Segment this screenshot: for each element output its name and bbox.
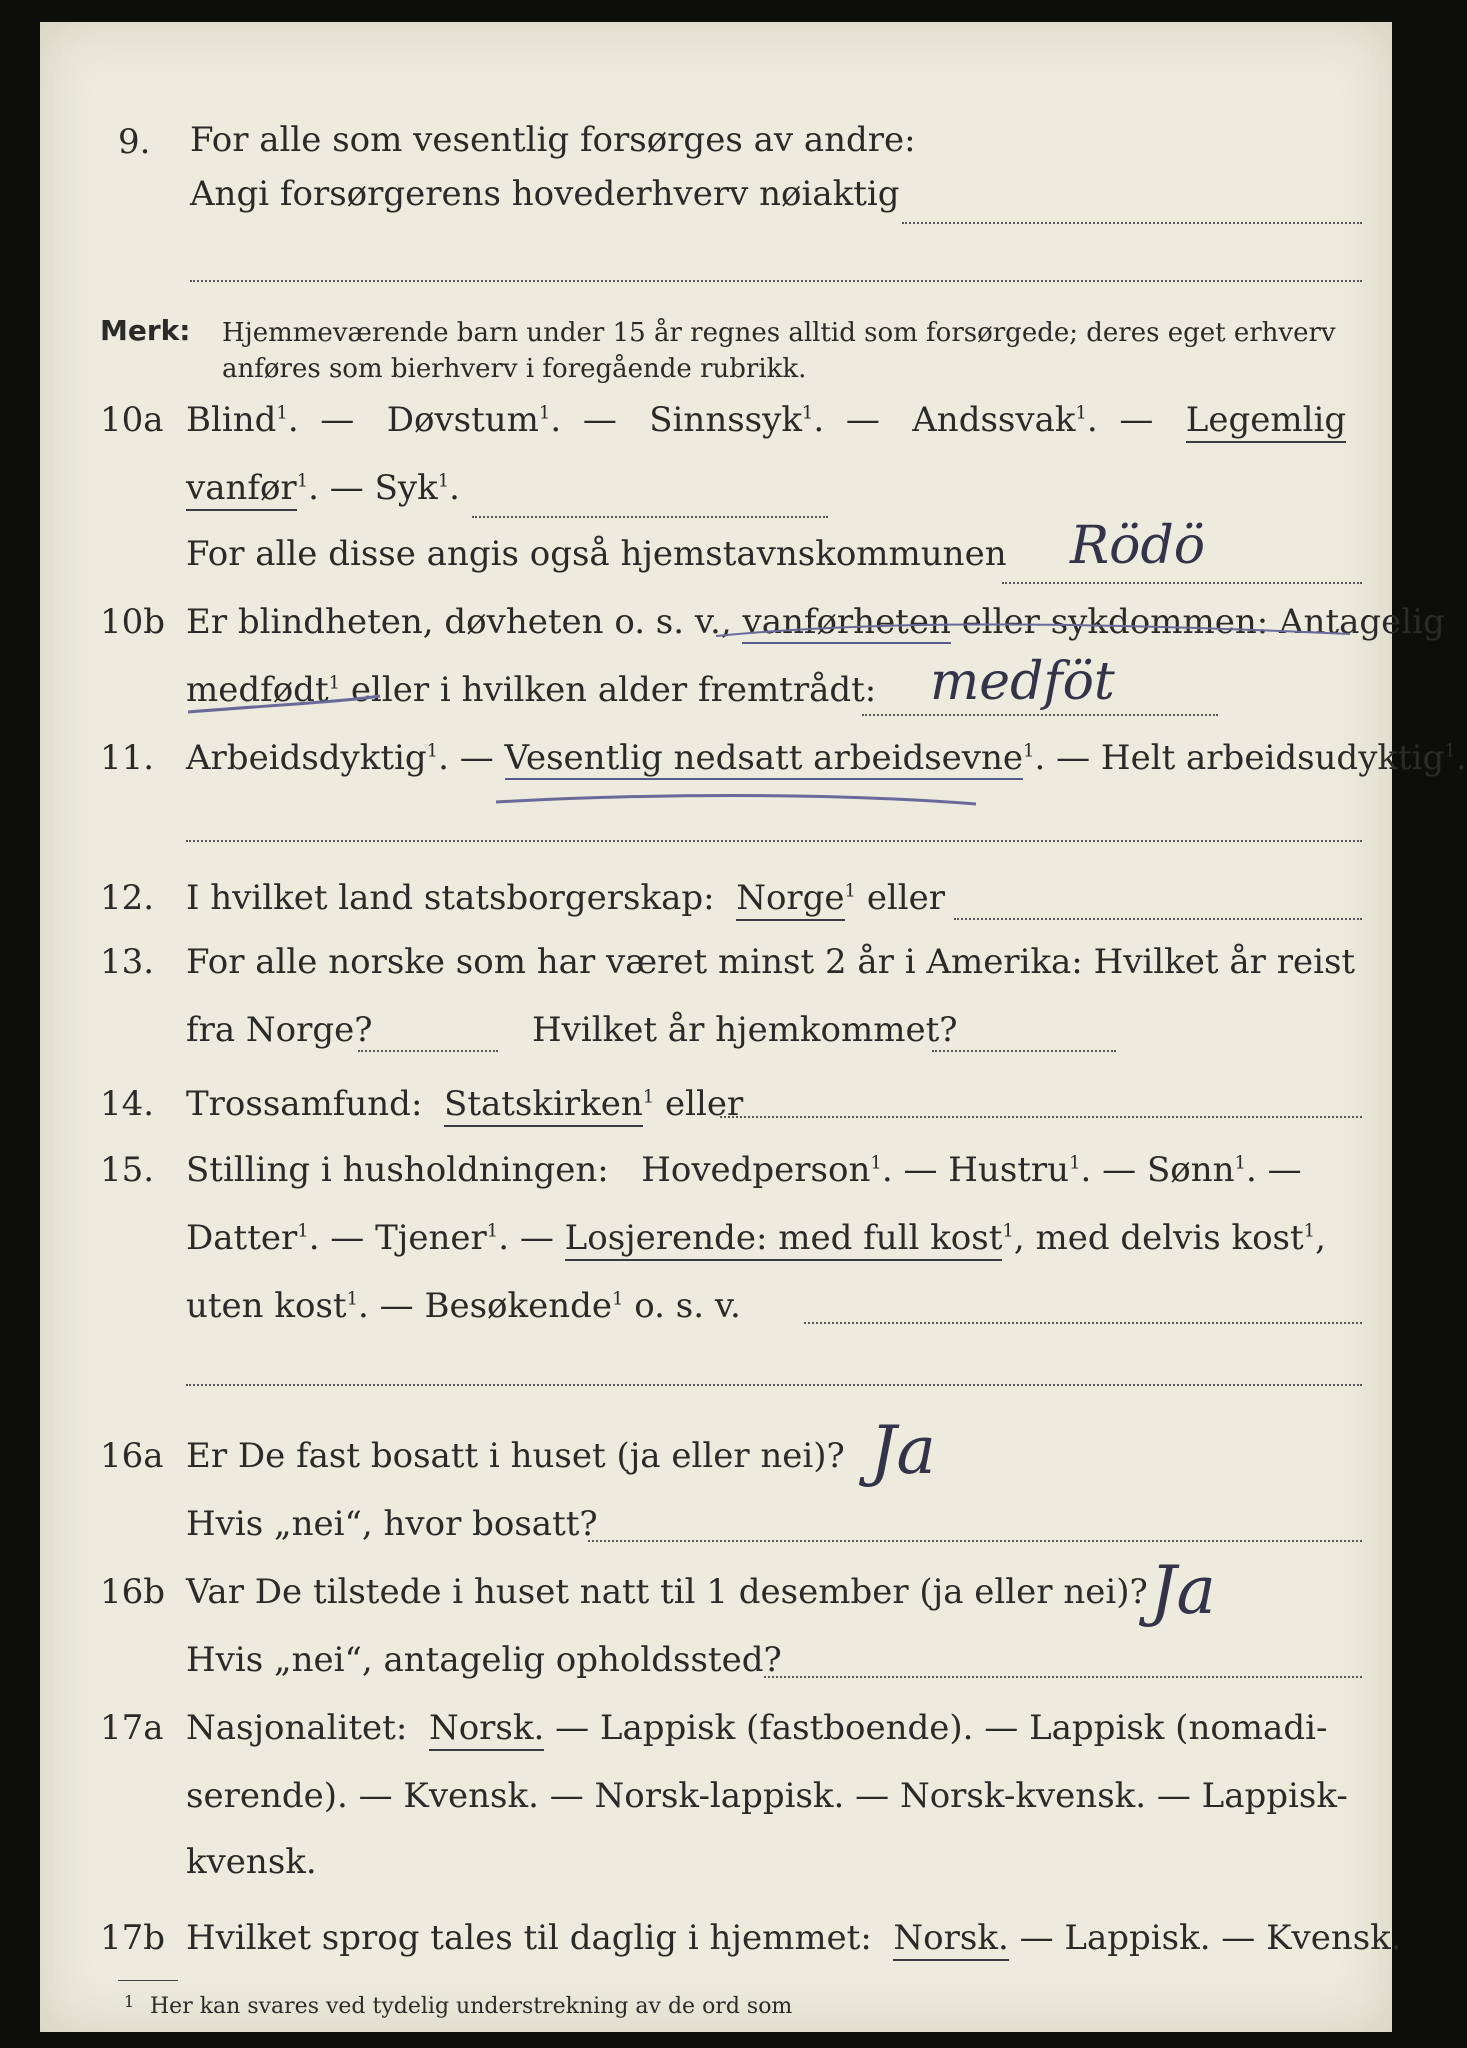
arbeidsevne-pencil-underline (496, 796, 976, 805)
sonn-option: Sønn (1146, 1150, 1235, 1190)
q12-number: 12. (100, 878, 155, 918)
q17b-number: 17b (100, 1918, 166, 1958)
q17a-line3: kvensk. (186, 1842, 317, 1882)
dovstum-option: Døvstum (386, 400, 539, 440)
losjerende-full-kost-option: Losjerende: med full kost (565, 1218, 1003, 1261)
q10a-handwritten-answer: Rödö (1070, 516, 1206, 576)
q17a-number: 17a (100, 1708, 164, 1748)
q15-line3: uten kost$^1$. — Besøkende$^1$ o. s. v. (186, 1286, 741, 1326)
q10b-prefix: Er blindheten, døvheten o. s. v., (186, 602, 732, 642)
antagelig-pencil-stroke (716, 624, 1350, 636)
statskirken-option: Statskirken (444, 1084, 643, 1127)
merk-line1: Hjemmeværende barn under 15 år regnes alltid som forsørgede; deres eget erhverv (222, 318, 1336, 348)
sup-mark: 1 (1023, 740, 1035, 762)
q10b-suffix: eller i hvilken alder fremtrådt: (350, 670, 877, 710)
q13-line2a: fra Norge? (186, 1010, 373, 1050)
medfodt-option: medfødt (186, 670, 329, 710)
census-form-page (40, 22, 1467, 2032)
sup-mark: 1 (642, 1086, 655, 1108)
sup-mark: 1 (1234, 1152, 1246, 1174)
q12-eller: eller (866, 878, 946, 918)
q13-number: 13. (100, 942, 155, 982)
q16b-handwritten-answer: Ja (1150, 1552, 1216, 1629)
q13-line2b: Hvilket år hjemkommet? (532, 1010, 958, 1050)
datter-option: Datter (186, 1218, 298, 1258)
arbeidsudyktig-option: Helt arbeidsudyktig (1100, 738, 1445, 778)
norsk-nationality-option: Norsk. (429, 1708, 544, 1751)
tjener-option: Tjener (375, 1218, 487, 1258)
q16a-line1: Er De fast bosatt i huset (ja eller nei)? (186, 1436, 845, 1476)
q17b-prefix: Hvilket sprog tales til daglig i hjemmet: (186, 1918, 872, 1958)
q17a-line2: serende). — Kvensk. — Norsk-lappisk. — Norsk-kvensk. — Lappisk- (186, 1776, 1348, 1816)
q14-eller: eller (664, 1084, 744, 1124)
sup-mark: 1 (1069, 1152, 1081, 1174)
sup-mark: 1 (1303, 1220, 1316, 1242)
q14-number: 14. (100, 1084, 155, 1124)
sup-mark: 1 (437, 470, 450, 492)
q17a-prefix: Nasjonalitet: (186, 1708, 408, 1748)
sup-mark: 1 (844, 880, 856, 902)
merk-line2: anføres som bierhverv i foregående rubrikk. (222, 354, 807, 384)
dash: — (582, 400, 617, 440)
merk-label: Merk: (100, 314, 191, 347)
sup-mark: 1 (296, 470, 309, 492)
q9-line1: For alle som vesentlig forsørges av andre: (190, 120, 916, 160)
q10a-number: 10a (100, 400, 164, 440)
dash: — (1119, 400, 1154, 440)
q9-line2: Angi forsørgerens hovederhverv nøiaktig (190, 174, 900, 214)
q16b-line2: Hvis „nei“, antagelig opholdssted? (186, 1640, 782, 1680)
medfodt-pencil-underline (188, 696, 380, 712)
dash: — (329, 468, 364, 508)
legemlig-option: Legemlig (1186, 400, 1346, 443)
andssvak-option: Andssvak (912, 400, 1076, 440)
delvis-kost-option: med delvis kost (1035, 1218, 1304, 1258)
q10b-handwritten-answer: medföt (930, 652, 1115, 712)
sup-mark: 1 (870, 1152, 882, 1174)
q15-line1: Stilling i husholdningen: Hovedperson$^1$. — Hustru$^1$. — Sønn$^1$. — (186, 1150, 1302, 1190)
sup-mark: 1 (297, 1220, 309, 1242)
q10a-line1: Blind$^1$. — Døvstum$^1$. — Sinnssyk$^1$. — Andssvak$^1$. — Legemlig (186, 400, 1346, 440)
q15-osv: o. s. v. (634, 1286, 741, 1326)
q10b-number: 10b (100, 602, 166, 642)
sinnssyk-option: Sinnssyk (649, 400, 802, 440)
sup-mark: 1 (328, 672, 341, 694)
q16b-number: 16b (100, 1572, 166, 1612)
sup-mark: 1 (426, 740, 439, 762)
vanfor-option: vanfør (186, 468, 297, 511)
sup-mark: 1 (1444, 740, 1456, 762)
q10b-mid: eller sykdommen: Antagelig (961, 602, 1445, 642)
q11-number: 11. (100, 738, 155, 778)
q16a-number: 16a (100, 1436, 164, 1476)
q12-prefix: I hvilket land statsborgerskap: (186, 878, 715, 918)
q11-line1: Arbeidsdyktig$^1$. — Vesentlig nedsatt arbeidsevne$^1$. — Helt arbeidsudyktig$^1$. (186, 738, 1467, 778)
q17b-rest: — Lappisk. — Kvensk. (1019, 1918, 1402, 1958)
footnote-text: Her kan svares ved tydelig understrekning av de ord som (150, 1994, 793, 2019)
sup-mark: 1 (346, 1288, 359, 1310)
syk-option: Syk (374, 468, 438, 508)
uten-kost-option: uten kost (186, 1286, 347, 1326)
dash: — (320, 400, 355, 440)
sup-mark: 1 (1002, 1220, 1014, 1242)
footnote-mark: 1 (124, 1992, 135, 2011)
blind-option: Blind (186, 400, 277, 440)
hustru-option: Hustru (948, 1150, 1070, 1190)
hovedperson-option: Hovedperson (641, 1150, 871, 1190)
sup-mark: 1 (1075, 402, 1087, 424)
norsk-language-option: Norsk. (893, 1918, 1008, 1961)
arbeidsdyktig-option: Arbeidsdyktig (186, 738, 427, 778)
dash: — (845, 400, 880, 440)
sup-mark: 1 (486, 1220, 499, 1242)
q15-label: Stilling i husholdningen: (186, 1150, 609, 1190)
besokende-option: Besøkende (424, 1286, 612, 1326)
q14-prefix: Trossamfund: (186, 1084, 423, 1124)
q10a-line3: For alle disse angis også hjemstavnskommunen (186, 534, 1007, 574)
q16a-handwritten-answer: Ja (870, 1412, 936, 1489)
q13-line1: For alle norske som har været minst 2 år i Amerika: Hvilket år reist (186, 942, 1356, 982)
sup-mark: 1 (538, 402, 551, 424)
sup-mark: 1 (276, 402, 288, 424)
sup-mark: 1 (612, 1288, 624, 1310)
nedsatt-arbeidsevne-option: Vesentlig nedsatt arbeidsevne (504, 738, 1024, 778)
q15-number: 15. (100, 1150, 155, 1190)
vanforheten-option: vanførheten (742, 602, 951, 642)
q17a-line1-rest: — Lappisk (fastboende). — Lappisk (nomadi- (555, 1708, 1328, 1748)
q9-number: 9. (118, 122, 151, 162)
q16a-line2: Hvis „nei“, hvor bosatt? (186, 1504, 598, 1544)
sup-mark: 1 (801, 402, 814, 424)
q10a-line2: vanfør$^1$. — Syk$^1$. (186, 468, 460, 508)
q16b-line1: Var De tilstede i huset natt til 1 desember (ja eller nei)? (186, 1572, 1148, 1612)
q15-line2: Datter$^1$. — Tjener$^1$. — Losjerende: med full kost$^1$, med delvis kost$^1$, (186, 1218, 1326, 1258)
norge-option: Norge (736, 878, 844, 921)
pencil-marks (40, 22, 1392, 2032)
